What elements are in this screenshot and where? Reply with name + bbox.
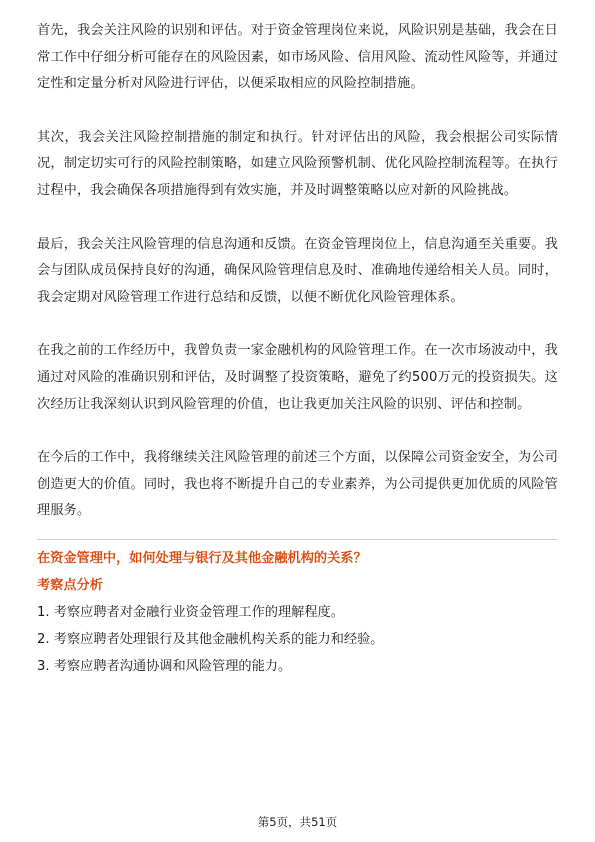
paragraph-future-plan: 在今后的工作中，我将继续关注风险管理的前述三个方面，以保障公司资金安全，为公司创造更大的价值。同时，我也将不断提升自己的专业素养，为公司提供更加优质的风险管理服务。 — [37, 450, 558, 519]
document-page — [37, 18, 558, 680]
analysis-heading: 考察点分析 — [37, 577, 103, 593]
paragraph-gap — [37, 98, 558, 125]
list-item: 2. 考察应聘者处理银行及其他金融机构关系的能力和经验。 — [37, 631, 384, 647]
analysis-list — [37, 599, 558, 680]
page-number-footer: 第5页，共51页 — [257, 815, 338, 829]
paragraph-gap — [37, 311, 558, 338]
paragraph-risk-control: 其次，我会关注风险控制措施的制定和执行。针对评估出的风险，我会根据公司实际情况，制定切实可行的风险控制策略，如建立风险预警机制、优化风险控制流程等。在执行过程中，我会确保各项措施得到有效实施，并及时调整策略以应对新的风险挑战。 — [37, 129, 558, 198]
paragraph-gap — [37, 418, 558, 445]
list-item: 1. 考察应聘者对金融行业资金管理工作的理解程度。 — [37, 604, 344, 620]
paragraph-gap — [37, 205, 558, 232]
section-divider — [37, 539, 558, 540]
paragraph-risk-communication: 最后，我会关注风险管理的信息沟通和反馈。在资金管理岗位上，信息沟通至关重要。我会与团队成员保持良好的沟通，确保风险管理信息及时、准确地传递给相关人员。同时，我会定期对风险管理工作进行总结和反馈，以便不断优化风险管理体系。 — [37, 236, 558, 305]
paragraph-risk-identification: 首先，我会关注风险的识别和评估。对于资金管理岗位来说，风险识别是基础，我会在日常工作中仔细分析可能存在的风险因素，如市场风险、信用风险、流动性风险等，并通过定性和定量分析对风险进行评估，以便采取相应的风险控制措施。 — [37, 23, 558, 92]
list-item: 3. 考察应聘者沟通协调和风险管理的能力。 — [37, 658, 292, 674]
paragraph-work-experience: 在我之前的工作经历中，我曾负责一家金融机构的风险管理工作。在一次市场波动中，我通过对风险的准确识别和评估，及时调整了投资策略，避免了约500万元的投资损失。这次经历让我深刻认识到风险管理的价值，也让我更加关注风险的识别、评估和控制。 — [37, 343, 558, 412]
interview-question: 在资金管理中，如何处理与银行及其他金融机构的关系？ — [37, 550, 367, 566]
